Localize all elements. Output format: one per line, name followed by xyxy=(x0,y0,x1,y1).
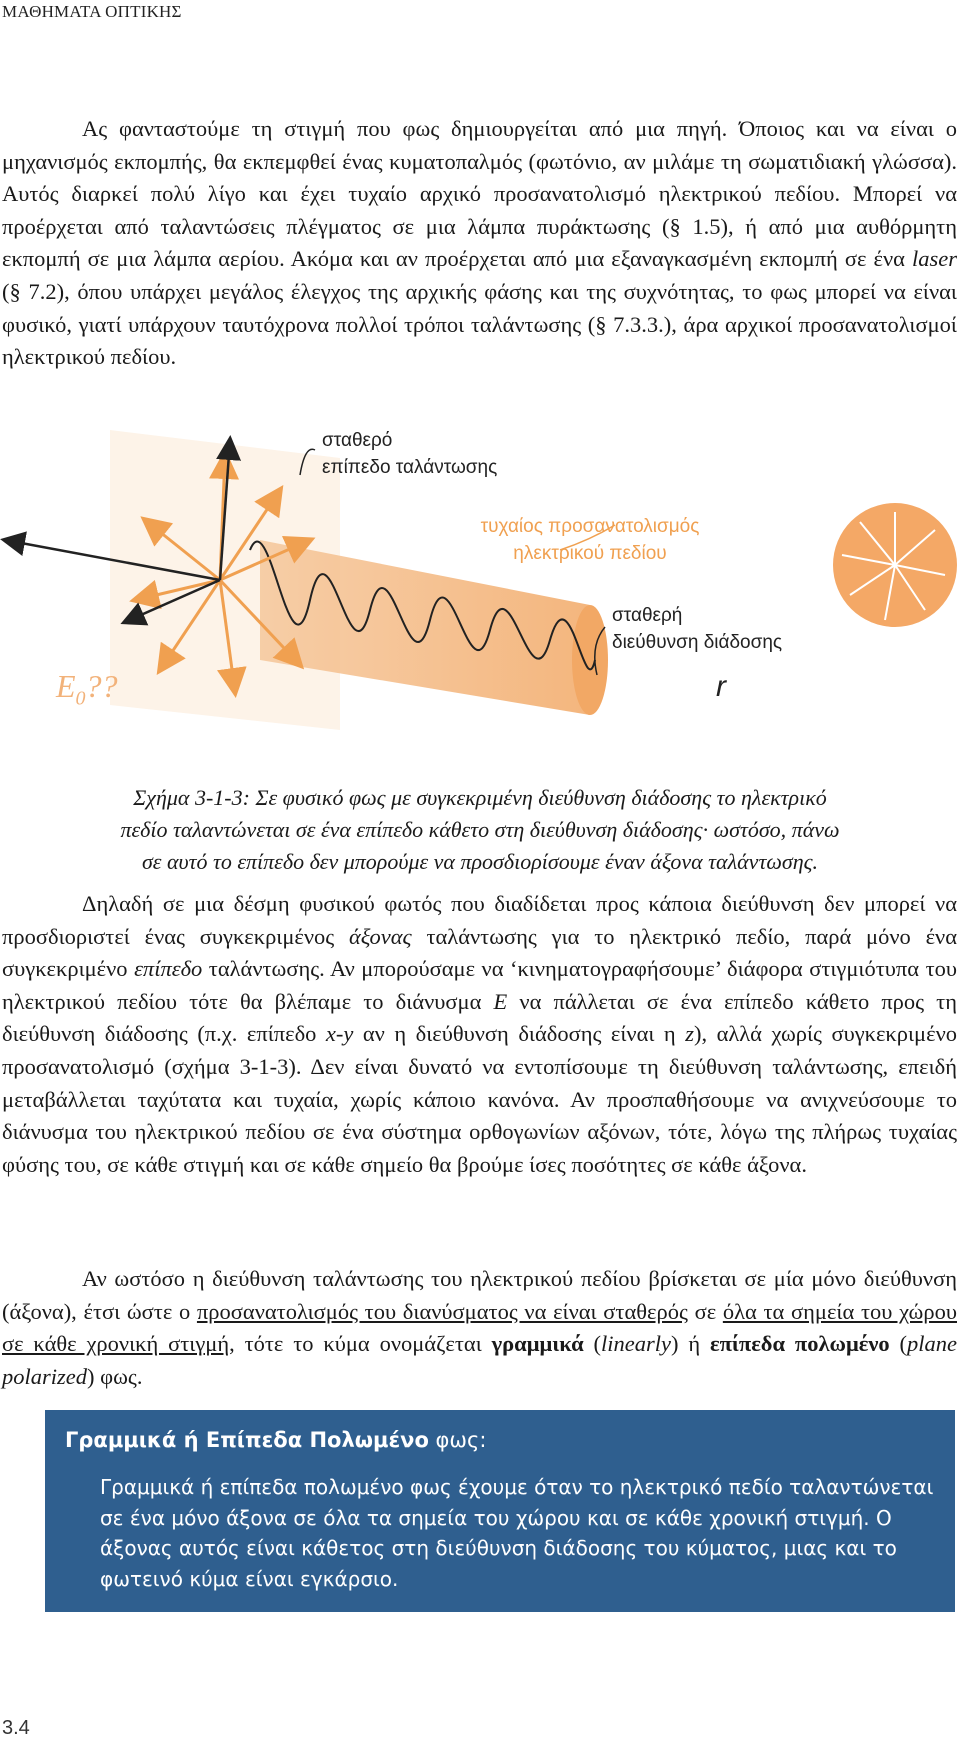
definition-title: Γραμμικά ή Επίπεδα Πολωμένο φως: xyxy=(65,1428,487,1452)
definition-box xyxy=(45,1410,955,1612)
paragraph-linear-polarization: Αν ωστόσο η διεύθυνση ταλάντωσης του ηλεκτρικού πεδίου βρίσκεται σε μία μόνο διεύθυνση (άξονα), έτσι ώστε ο προσανατολισμός του διανύσματος να είναι σταθερός σε όλα τα σημεία του χώρου σε κάθε χρονική στιγμή, τότε το κύμα ονομάζεται γραμμικά (linearly) ή επίπεδα πολωμένο (plane polarized) φως. xyxy=(2,1266,958,1389)
definition-body: Γραμμικά ή επίπεδα πολωμένο φως έχουμε όταν το ηλεκτρικό πεδίο ταλαντώνεται σε ένα μόνο άξονα σε όλα τα σημεία του χώρου και σε κάθε χρονική στιγμή. Ο άξονας αυτός είναι κάθετος στη διεύθυνση διάδοσης του κύματος, μιας και το φωτεινό κύμα είναι εγκάρσιο. xyxy=(100,1475,934,1591)
running-header: ΜΑΘΗΜΑΤΑ ΟΠΤΙΚΗΣ xyxy=(2,2,182,21)
figure-caption: Σχήμα 3-1-3: Σε φυσικό φως με συγκεκριμένη διεύθυνση διάδοσης το ηλεκτρικό πεδίο ταλαντώνεται σε ένα επίπεδο κάθετο στη διεύθυνση διάδοσης· ωστόσο, πάνω σε αυτό το επίπεδο δεν μπορούμε να προσδιορίσουμε έναν άξονα ταλάντωσης. xyxy=(120,785,840,874)
natural-light-figure xyxy=(0,430,960,750)
page-number: 3.4 xyxy=(2,1717,30,1739)
label-propagation-direction: σταθερή διεύθυνση διάδοσης xyxy=(612,605,783,653)
beam-end xyxy=(572,605,608,715)
paragraph-intro: Ας φανταστούμε τη στιγμή που φως δημιουργείται από μια πηγή. Όποιος και να είναι ο μηχανισμός εκπομπής, θα εκπεμφθεί ένας κυματοπαλμός (φωτόνιο, αν μιλάμε τη σωματιδιακή γλώσσα). Αυτός διαρκεί πολύ λίγο και έχει τυχαίο αρχικό προσανατολισμό ηλεκτρικού πεδίου. Μπορεί να προέρχεται από ταλαντώσεις πλέγματος σε μια λάμπα πυράκτωσης (§ 1.5), ή από μια αυθόρμητη εκπομπή σε μια λάμπα αερίου. Ακόμα και αν προέρχεται από μια εξαναγκασμένη εκπομπή σε ένα laser (§ 7.2), όπου υπάρχει μεγάλος έλεγχος της αρχικής φάσης και της συχνότητας, το φως μπορεί να είναι φυσικό, γιατί υπάρχουν ταυτόχρονα πολλοί τρόποι ταλάντωσης (§ 7.3.3.), άρα αρχικοί προσανατολισμοί ηλεκτρικού πεδίου. xyxy=(2,116,957,370)
paragraph-natural-light: Δηλαδή σε μια δέσμη φυσικού φωτός που διαδίδεται προς κάποια διεύθυνση δεν μπορεί να προσδιοριστεί ένας συγκεκριμένος άξονας ταλάντωσης για το ηλεκτρικό πεδίο, παρά μόνο ένα συγκεκριμένο επίπεδο ταλάντωσης. Αν μπορούσαμε να ‘κινηματογραφήσουμε’ διάφορα στιγμιότυπα του ηλεκτρικού πεδίου τότε θα βλέπαμε το διάνυσμα E να πάλλεται σε ένα επίπεδο κάθετο προς τη διεύθυνση διάδοσης (π.χ. επίπεδο x-y αν η διεύθυνση διάδοσης είναι η z), αλλά χωρίς συγκεκριμένο προσανατολισμό (σχήμα 3-1-3). Δεν είναι δυνατό να εντοπίσουμε τη διεύθυνση ταλάντωσης, επειδή μεταβάλλεται ταχύτατα και τυχαία, χωρίς κάποιο κανόνα. Αν προσπαθήσουμε να ανιχνεύσουμε το διάνυσμα του ηλεκτρικού πεδίου σε ένα σύστημα ορθογωνίων αξόνων, τότε, λόγω της πλήρως τυχαίας φύσης του, σε κάθε στιγμή και σε κάθε σημείο θα βρούμε ίσες ποσότητες σε κάθε άξονα. xyxy=(2,891,958,1177)
label-random-orientation: τυχαίος προσανατολισμός ηλεκτρικού πεδίου xyxy=(480,516,700,564)
r-label: r xyxy=(716,670,726,703)
e0-label: $E_0$?? xyxy=(56,668,118,710)
label-fixed-plane: σταθερό επίπεδο ταλάντωσης xyxy=(322,430,498,478)
